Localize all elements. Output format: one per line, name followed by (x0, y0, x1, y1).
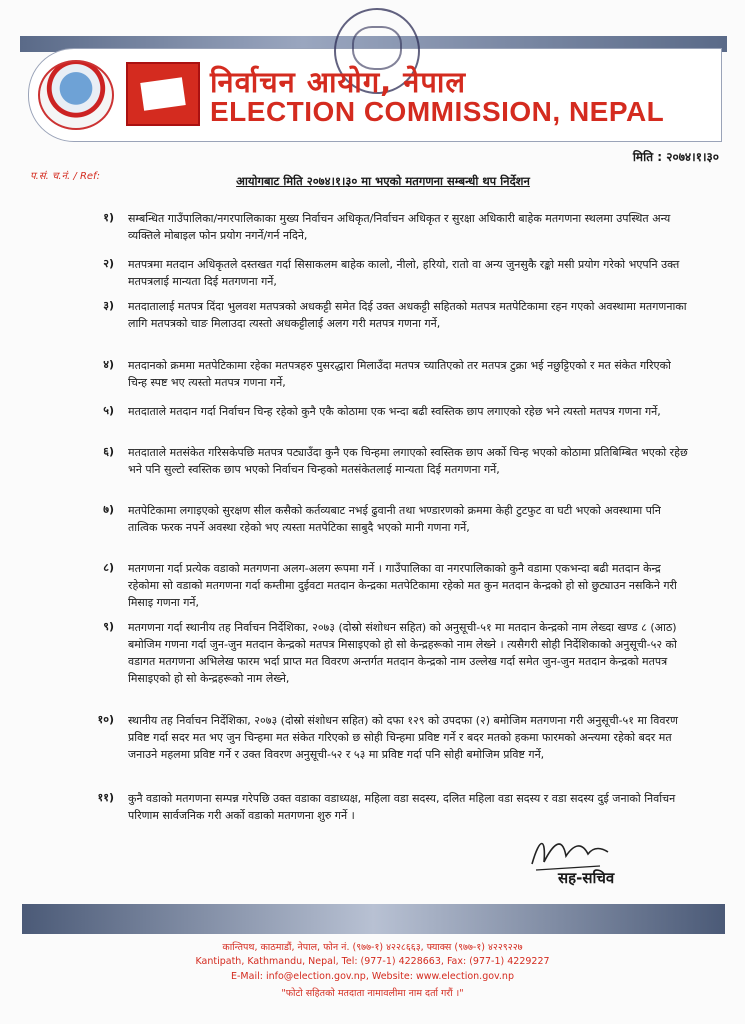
signatory-title: सह-सचिव (558, 869, 615, 887)
item-number: ११) (97, 791, 114, 804)
reference-label: प.सं. च.नं. / Ref: (30, 171, 100, 182)
item-number: २) (103, 257, 114, 270)
letter-date: मिति : २०७४।१।३० (632, 150, 719, 164)
item-number: ४) (103, 358, 114, 371)
item-number: ३) (103, 299, 114, 312)
item-number: ८) (103, 561, 114, 574)
item-text: मतदाताले मतसंकेत गरिसकेपछि मतपत्र पट्याउँदा कुनै एक चिन्हमा लगाएको स्वस्तिक छाप अर्को चिन्ह भएको कोठामा प्रतिबिम्बित भएको रहेछ भने पनि सुल्टो स्वस्तिक छाप भएको निर्वाचन चिन्हको मतसंकेतलाई मान्यता दिई मतगणना गर्ने, (128, 446, 688, 476)
ballot-icon (140, 77, 185, 111)
item-text: मतगणना गर्दा प्रत्येक वडाको मतगणना अलग-अलग रूपमा गर्ने । गाउँपालिका वा नगरपालिकाको कुनै वडामा एकभन्दा बढी मतदान केन्द्र रहेकोमा सो वडाको मतगणना गर्दा कम्तीमा दुईवटा मतदान केन्द्रका मतपेटिकामा रहेको मत कुन मतदान केन्द्रको हो सो छुट्याउन नसकिने गरी मिसाइ गणना गर्ने, (128, 562, 677, 609)
item-number: ६) (103, 445, 114, 458)
item-text: सम्बन्धित गाउँपालिका/नगरपालिकाका मुख्य निर्वाचन अधिकृत/निर्वाचन अधिकृत र सुरक्षा अधिकारी बाहेक मतगणना स्थलमा उपस्थित अन्य व्यक्तिले मोबाइल फोन प्रयोग नगर्ने/गर्न नदिने, (128, 212, 671, 242)
item-text: स्थानीय तह निर्वाचन निर्देशिका, २०७३ (दोस्रो संशोधन सहित) को दफा १२९ को उपदफा (२) बमोजिम मतगणना गरी अनुसूची-५१ मा विवरण प्रविष्ट गर्दा सदर मत भए जुन चिन्हमा मत संकेत गरिएको छ सोही चिन्हमा प्रविष्ट गर्ने र बदर मतको हकमा फारमको अन्त्यमा रहेको बदर मत जनाउने महलमा प्रविष्ट गर्ने र उक्त विवरण अनुसूची-५२ र ५३ मा प्रविष्ट गर्दा पनि सोही बमोजिम प्रविष्ट गर्ने, (128, 714, 678, 761)
footer-address-english: Kantipath, Kathmandu, Nepal, Tel: (977-1) 4228663, Fax: (977-1) 4229227 (195, 956, 550, 967)
item-number: ७) (103, 503, 114, 516)
item-text: मतपत्रमा मतदान अधिकृतले दस्तखत गर्दा सिसाकलम बाहेक कालो, नीलो, हरियो, रातो वा अन्य जुनसुकै रङ्को मसी प्रयोग गरेको भएपनि उक्त मतपत्रलाई मान्यता दिई मतगणना गर्ने, (128, 258, 680, 288)
item-text: मतगणना गर्दा स्थानीय तह निर्वाचन निर्देशिका, २०७३ (दोस्रो संशोधन सहित) को अनुसूची-५१ मा मतदान केन्द्रको नाम लेख्दा खण्ड ८ (आठ) बमोजिम गणना गर्दा जुन-जुन मतदान केन्द्रको मतपत्र मिसाइएको हो सो केन्द्रहरूको नाम लेख्ने । त्यसैगरी सोही निर्देशिकाको अनुसूची-५२ को वडागत मतगणना अभिलेख फारम भर्दा प्राप्त मत विवरण अन्तर्गत मतदान केन्द्रको नाम उल्लेख गर्दा समेत जुन-जुन मतदान केन्द्रको मतपत्र मिसाइएको हो सो केन्द्रहरूको नाम लेख्ने, (128, 621, 677, 685)
item-text: मतदाताले मतदान गर्दा निर्वाचन चिन्ह रहेको कुनै एकै कोठामा एक भन्दा बढी स्वस्तिक छाप लगाएको रहेछ भने त्यस्तो मतपत्र गणना गर्ने, (128, 405, 661, 418)
footer-address-nepali: कान्तिपथ, काठमाडौं, नेपाल, फोन नं. (९७७-१) ४२२८६६३, फ्याक्स (९७७-१) ४२२९२२७ (222, 942, 523, 953)
item-number: ९) (103, 620, 114, 633)
commission-title-english: ELECTION COMMISSION, NEPAL (210, 96, 665, 127)
item-text: मतपेटिकामा लगाइएको सुरक्षण सील कसैको कर्तव्यबाट नभई ढुवानी तथा भण्डारणको क्रममा केही टुटफुट वा घटी भएको अवस्थामा पनि तात्विक फरक नपर्ने अवस्था रहेको भए त्यस्ता मतपेटिका साबुदै भएको मानी गणना गर्ने, (128, 504, 661, 534)
footer-slogan: "फोटो सहितको मतदाता नामावलीमा नाम दर्ता गरौं ।" (281, 988, 464, 999)
item-number: १०) (97, 713, 114, 726)
election-commission-logo-icon (126, 62, 200, 126)
footer-contact: E-Mail: info@election.gov.np, Website: www.election.gov.np (231, 971, 514, 982)
item-number: ५) (103, 404, 114, 417)
commission-title-nepali: निर्वाचन आयोग, नेपाल (210, 65, 466, 99)
item-number: १) (103, 211, 114, 224)
item-text: मतदानको क्रममा मतपेटिकामा रहेका मतपत्रहरु पुसरद्धारा मिलाउँदा मतपत्र च्यातिएको तर मतपत्र टुक्रा भई नछुट्टिएको र मत संकेत गरिएको चिन्ह स्पष्ट भए त्यस्तो मतपत्र गणना गर्ने, (128, 359, 671, 389)
footer-bar (22, 904, 725, 934)
letter-subject: आयोगबाट मिति २०७४।१।३० मा भएको मतगणना सम्बन्धी थप निर्देशन (236, 174, 530, 188)
nepal-emblem-icon (38, 60, 114, 130)
item-text: मतदातालाई मतपत्र दिंदा भुलवश मतपत्रको अधकट्टी समेत दिई उक्त अधकट्टी सहितको मतपत्र मतपेटिकामा रहन गएको अवस्थामा मतगणनाका लागि मतपत्रको चाङ मिलाउदा त्यस्तो अधकट्टीलाई अलग गरी मतपत्र गणना गर्ने, (128, 300, 687, 330)
item-text: कुनै वडाको मतगणना सम्पन्न गरेपछि उक्त वडाका वडाध्यक्ष, महिला वडा सदस्य, दलित महिला वडा सदस्य र वडा सदस्य दुई जनाको निर्वाचन परिणाम सार्वजनिक गरी अर्को वडाको मतगणना शुरु गर्ने । (128, 792, 676, 822)
